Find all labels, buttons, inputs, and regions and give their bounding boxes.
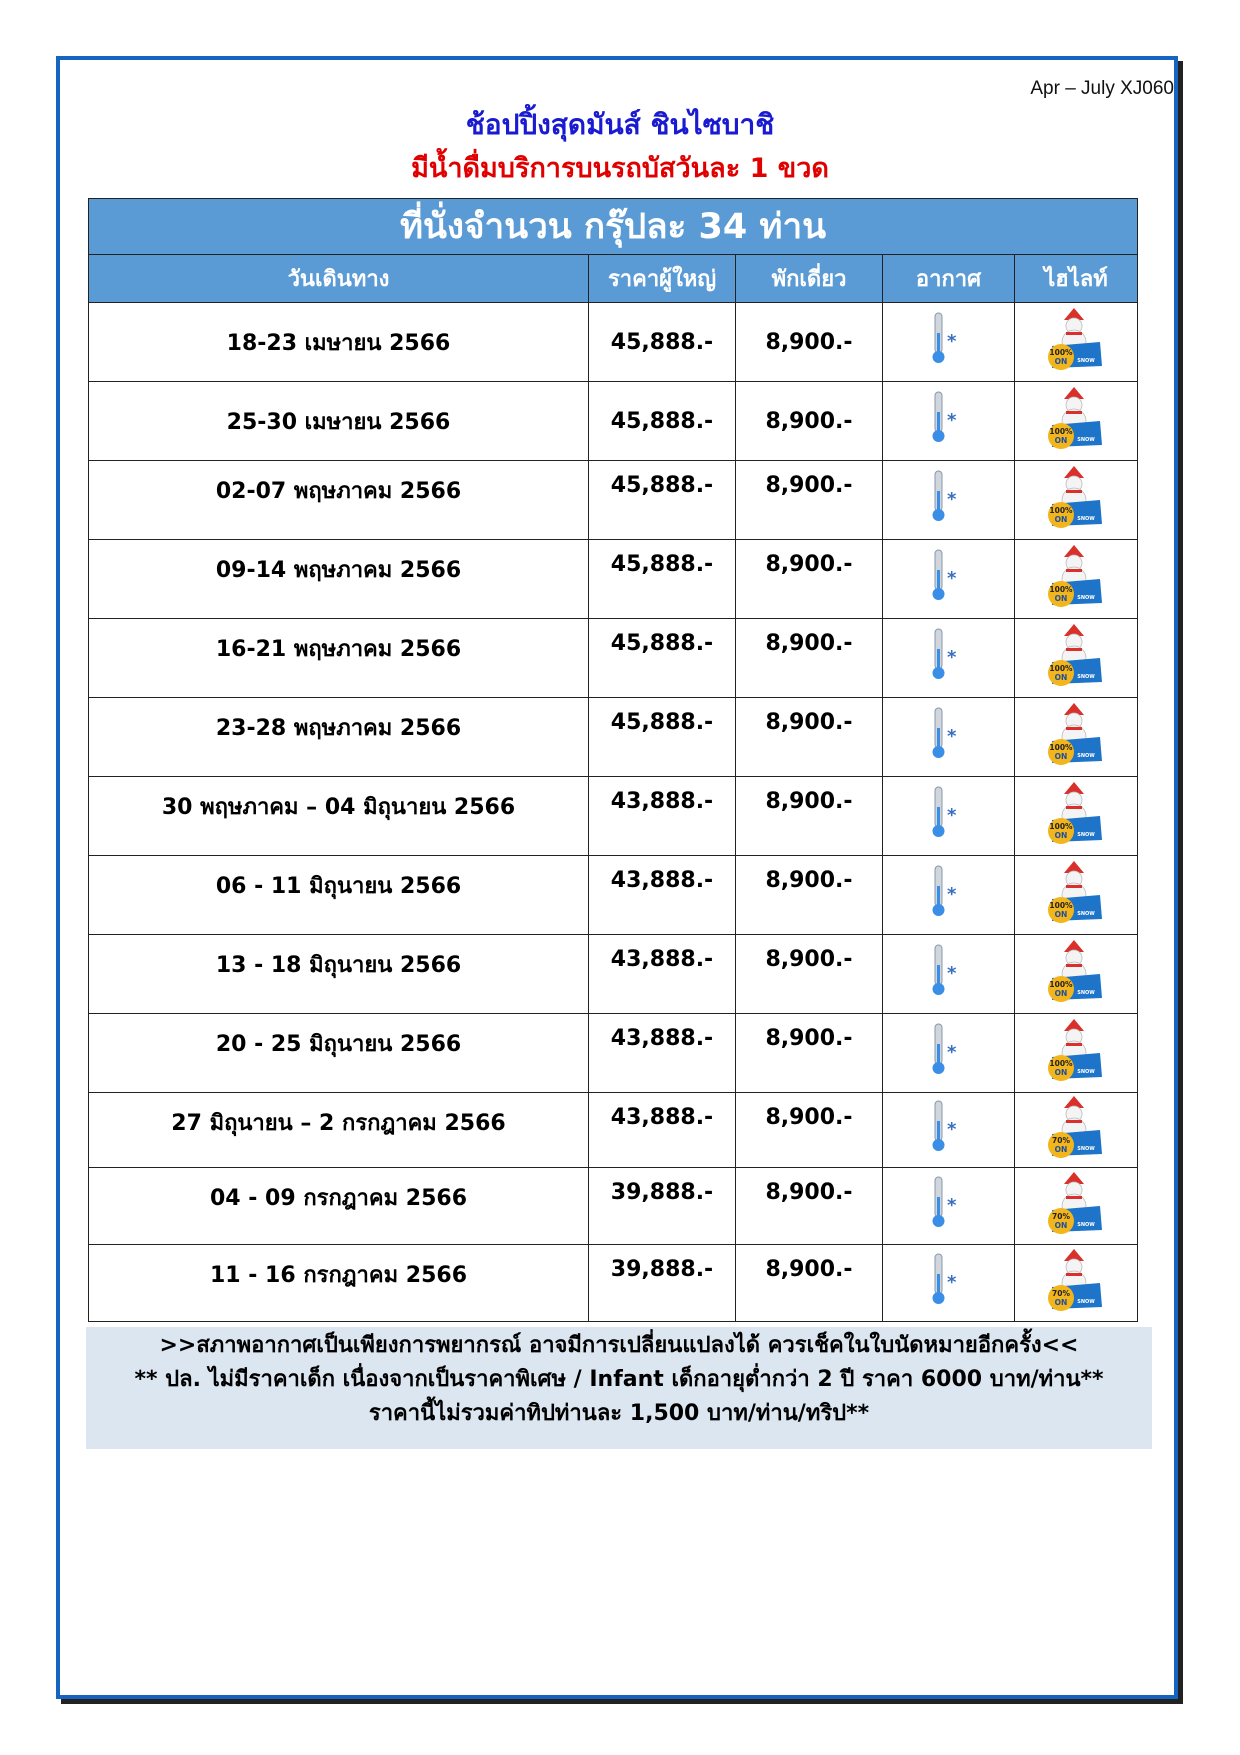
snowman-badge-icon xyxy=(1044,1247,1108,1313)
adult-price xyxy=(589,777,736,856)
svg-text:100%: 100% xyxy=(1049,980,1073,989)
travel-date xyxy=(89,935,589,1014)
weather-cell xyxy=(883,303,1015,382)
snowman-badge-icon xyxy=(1044,543,1108,609)
snowman-badge-icon xyxy=(1044,622,1108,688)
snowman-badge-icon xyxy=(1044,464,1108,530)
svg-text:ON: ON xyxy=(1054,357,1068,366)
adult-price xyxy=(589,1093,736,1168)
adult-price xyxy=(589,1168,736,1245)
travel-date xyxy=(89,461,589,540)
svg-text:100%: 100% xyxy=(1049,743,1073,752)
svg-text:70%: 70% xyxy=(1052,1136,1070,1145)
single-room-price xyxy=(736,1168,883,1245)
table-row xyxy=(89,1168,1138,1245)
adult-price xyxy=(589,461,736,540)
thermometer-snow-icon xyxy=(929,1022,969,1078)
thermometer-snow-icon xyxy=(929,1099,969,1155)
single-room-price-text: 8,900.- xyxy=(765,552,853,577)
weather-cell xyxy=(883,1245,1015,1322)
thermometer-snow-icon xyxy=(929,627,969,683)
adult-price xyxy=(589,540,736,619)
single-room-price-text: 8,900.- xyxy=(765,1105,853,1130)
table-row xyxy=(89,1245,1138,1322)
adult-price-text: 43,888.- xyxy=(610,868,714,893)
tour-code: Apr – July XJ060 xyxy=(1030,78,1174,99)
svg-text:*: * xyxy=(946,331,956,352)
highlight-cell xyxy=(1015,1014,1138,1093)
adult-price-text: 45,888.- xyxy=(610,408,714,434)
svg-text:100%: 100% xyxy=(1049,901,1073,910)
svg-text:SNOW: SNOW xyxy=(1077,437,1095,443)
travel-date-text: 11 - 16 กรกฎาคม 2566 xyxy=(209,1263,468,1288)
adult-price-text: 39,888.- xyxy=(610,1180,714,1205)
travel-date xyxy=(89,1245,589,1322)
adult-price xyxy=(589,935,736,1014)
travel-date-text: 25-30 เมษายน 2566 xyxy=(226,409,451,435)
single-room-price-text: 8,900.- xyxy=(765,631,853,656)
adult-price xyxy=(589,382,736,461)
svg-text:*: * xyxy=(946,805,956,826)
highlight-cell xyxy=(1015,1245,1138,1322)
svg-text:*: * xyxy=(946,1272,956,1293)
highlight-cell xyxy=(1015,935,1138,1014)
svg-text:100%: 100% xyxy=(1049,506,1073,515)
thermometer-snow-icon xyxy=(929,548,969,604)
snowman-badge-icon xyxy=(1044,1017,1108,1083)
svg-text:*: * xyxy=(946,963,956,984)
svg-text:*: * xyxy=(946,726,956,747)
travel-date xyxy=(89,1168,589,1245)
adult-price-text: 43,888.- xyxy=(610,789,714,814)
snowman-badge-icon xyxy=(1044,780,1108,846)
svg-text:ON: ON xyxy=(1054,910,1068,919)
svg-text:ON: ON xyxy=(1054,673,1068,682)
page-subtitle: มีน้ำดื่มบริการบนรถบัสวันละ 1 ขวด xyxy=(411,153,829,184)
svg-text:ON: ON xyxy=(1054,1298,1068,1307)
adult-price xyxy=(589,1014,736,1093)
travel-date-text: 27 มิถุนายน – 2 กรกฎาคม 2566 xyxy=(171,1111,506,1136)
svg-text:100%: 100% xyxy=(1049,427,1073,436)
weather-cell xyxy=(883,1093,1015,1168)
snowman-badge-icon xyxy=(1044,385,1108,451)
travel-date xyxy=(89,777,589,856)
single-room-price xyxy=(736,303,883,382)
travel-date-text: 20 - 25 มิถุนายน 2566 xyxy=(215,1032,462,1057)
adult-price-text: 45,888.- xyxy=(610,631,714,656)
svg-text:ON: ON xyxy=(1054,831,1068,840)
weather-cell xyxy=(883,382,1015,461)
thermometer-snow-icon xyxy=(929,390,969,446)
column-header-date: วันเดินทาง xyxy=(89,255,589,303)
svg-text:SNOW: SNOW xyxy=(1077,595,1095,601)
weather-cell xyxy=(883,777,1015,856)
notes-box xyxy=(86,1327,1152,1449)
svg-text:SNOW: SNOW xyxy=(1077,1069,1095,1075)
travel-date-text: 16-21 พฤษภาคม 2566 xyxy=(215,637,462,662)
single-room-price-text: 8,900.- xyxy=(765,473,853,498)
column-header-weather: อากาศ xyxy=(883,255,1015,303)
travel-date-text: 23-28 พฤษภาคม 2566 xyxy=(215,716,462,741)
highlight-cell xyxy=(1015,698,1138,777)
svg-text:ON: ON xyxy=(1054,436,1068,445)
svg-text:SNOW: SNOW xyxy=(1077,1299,1095,1305)
highlight-cell xyxy=(1015,540,1138,619)
svg-text:ON: ON xyxy=(1054,752,1068,761)
page-title: ช้อปปิ้งสุดมันส์ ชินไซบาชิ xyxy=(465,108,775,141)
single-room-price xyxy=(736,1093,883,1168)
single-room-price-text: 8,900.- xyxy=(765,408,853,434)
svg-text:100%: 100% xyxy=(1049,822,1073,831)
adult-price xyxy=(589,698,736,777)
svg-text:ON: ON xyxy=(1054,515,1068,524)
adult-price-text: 45,888.- xyxy=(610,329,714,355)
svg-text:100%: 100% xyxy=(1049,664,1073,673)
svg-text:SNOW: SNOW xyxy=(1077,1222,1095,1228)
adult-price-text: 43,888.- xyxy=(610,1026,714,1051)
single-room-price-text: 8,900.- xyxy=(765,789,853,814)
single-room-price xyxy=(736,619,883,698)
svg-text:ON: ON xyxy=(1054,989,1068,998)
snowman-badge-icon xyxy=(1044,938,1108,1004)
travel-date xyxy=(89,1093,589,1168)
travel-date xyxy=(89,303,589,382)
snowman-badge-icon xyxy=(1044,1170,1108,1236)
single-room-price xyxy=(736,698,883,777)
highlight-cell xyxy=(1015,382,1138,461)
svg-text:ON: ON xyxy=(1054,1068,1068,1077)
weather-cell xyxy=(883,935,1015,1014)
thermometer-snow-icon xyxy=(929,311,969,367)
svg-text:70%: 70% xyxy=(1052,1212,1070,1221)
table-row xyxy=(89,303,1138,382)
thermometer-snow-icon xyxy=(929,785,969,841)
weather-cell xyxy=(883,1014,1015,1093)
highlight-cell xyxy=(1015,777,1138,856)
svg-text:SNOW: SNOW xyxy=(1077,753,1095,759)
adult-price xyxy=(589,619,736,698)
highlight-cell xyxy=(1015,461,1138,540)
single-room-price xyxy=(736,856,883,935)
travel-date xyxy=(89,1014,589,1093)
svg-text:*: * xyxy=(946,410,956,431)
travel-date-text: 04 - 09 กรกฎาคม 2566 xyxy=(209,1186,468,1211)
weather-cell xyxy=(883,461,1015,540)
single-room-price xyxy=(736,461,883,540)
table-row xyxy=(89,1093,1138,1168)
table-row xyxy=(89,698,1138,777)
snowman-badge-icon xyxy=(1044,859,1108,925)
svg-text:100%: 100% xyxy=(1049,348,1073,357)
weather-cell xyxy=(883,619,1015,698)
snowman-badge-icon xyxy=(1044,1094,1108,1160)
svg-text:SNOW: SNOW xyxy=(1077,832,1095,838)
travel-date xyxy=(89,856,589,935)
svg-text:SNOW: SNOW xyxy=(1077,911,1095,917)
single-room-price xyxy=(736,777,883,856)
highlight-cell xyxy=(1015,1093,1138,1168)
svg-text:SNOW: SNOW xyxy=(1077,1146,1095,1152)
snowman-badge-icon xyxy=(1044,306,1108,372)
highlight-cell xyxy=(1015,856,1138,935)
single-room-price xyxy=(736,1014,883,1093)
adult-price xyxy=(589,856,736,935)
thermometer-snow-icon xyxy=(929,706,969,762)
svg-text:70%: 70% xyxy=(1052,1289,1070,1298)
travel-date xyxy=(89,382,589,461)
svg-text:*: * xyxy=(946,1042,956,1063)
single-room-price xyxy=(736,382,883,461)
travel-date xyxy=(89,698,589,777)
thermometer-snow-icon xyxy=(929,469,969,525)
svg-text:ON: ON xyxy=(1054,594,1068,603)
table-row xyxy=(89,382,1138,461)
single-room-price-text: 8,900.- xyxy=(765,947,853,972)
travel-date-text: 13 - 18 มิถุนายน 2566 xyxy=(215,953,462,978)
note-weather: >>สภาพอากาศเป็นเพียงการพยากรณ์ อาจมีการเปลี่ยนแปลงได้ ควรเช็คในใบนัดหมายอีกครั้ง<< xyxy=(159,1333,1079,1358)
weather-cell xyxy=(883,698,1015,777)
travel-date-text: 09-14 พฤษภาคม 2566 xyxy=(215,558,462,583)
single-room-price-text: 8,900.- xyxy=(765,329,853,355)
travel-date-text: 30 พฤษภาคม – 04 มิถุนายน 2566 xyxy=(161,795,516,820)
adult-price xyxy=(589,1245,736,1322)
thermometer-snow-icon xyxy=(929,864,969,920)
seats-title: ที่นั่งจำนวน กรุ๊ปละ 34 ท่าน xyxy=(89,199,1138,255)
svg-text:SNOW: SNOW xyxy=(1077,358,1095,364)
single-room-price xyxy=(736,1245,883,1322)
thermometer-snow-icon xyxy=(929,1175,969,1231)
price-table xyxy=(88,198,1138,1322)
highlight-cell xyxy=(1015,1168,1138,1245)
svg-text:*: * xyxy=(946,568,956,589)
weather-cell xyxy=(883,540,1015,619)
single-room-price-text: 8,900.- xyxy=(765,710,853,735)
highlight-cell xyxy=(1015,619,1138,698)
thermometer-snow-icon xyxy=(929,943,969,999)
svg-text:ON: ON xyxy=(1054,1145,1068,1154)
single-room-price-text: 8,900.- xyxy=(765,1180,853,1205)
adult-price-text: 43,888.- xyxy=(610,947,714,972)
weather-cell xyxy=(883,1168,1015,1245)
adult-price-text: 45,888.- xyxy=(610,552,714,577)
column-header-single-room: พักเดี่ยว xyxy=(736,255,883,303)
single-room-price xyxy=(736,540,883,619)
weather-cell xyxy=(883,856,1015,935)
single-room-price-text: 8,900.- xyxy=(765,868,853,893)
travel-date-text: 06 - 11 มิถุนายน 2566 xyxy=(215,874,462,899)
svg-text:SNOW: SNOW xyxy=(1077,516,1095,522)
table-row xyxy=(89,619,1138,698)
svg-text:*: * xyxy=(946,647,956,668)
table-row xyxy=(89,856,1138,935)
table-row xyxy=(89,461,1138,540)
note-tip: ราคานี้ไม่รวมค่าทิปท่านละ 1,500 บาท/ท่าน/ทริป** xyxy=(368,1401,870,1426)
table-row xyxy=(89,1014,1138,1093)
svg-text:*: * xyxy=(946,1119,956,1140)
table-row xyxy=(89,777,1138,856)
svg-text:100%: 100% xyxy=(1049,585,1073,594)
snowman-badge-icon xyxy=(1044,701,1108,767)
table-row xyxy=(89,540,1138,619)
travel-date-text: 18-23 เมษายน 2566 xyxy=(226,330,451,356)
adult-price xyxy=(589,303,736,382)
table-row xyxy=(89,935,1138,1014)
svg-text:100%: 100% xyxy=(1049,1059,1073,1068)
adult-price-text: 43,888.- xyxy=(610,1105,714,1130)
svg-text:*: * xyxy=(946,884,956,905)
travel-date-text: 02-07 พฤษภาคม 2566 xyxy=(215,479,462,504)
travel-date xyxy=(89,619,589,698)
adult-price-text: 39,888.- xyxy=(610,1257,714,1282)
adult-price-text: 45,888.- xyxy=(610,710,714,735)
travel-date xyxy=(89,540,589,619)
note-child-price: ** ปล. ไม่มีราคาเด็ก เนื่องจากเป็นราคาพิเศษ / Infant เด็กอายุต่ำกว่า 2 ปี ราคา 6000 บาท/ท่าน** xyxy=(134,1367,1104,1392)
svg-text:SNOW: SNOW xyxy=(1077,990,1095,996)
column-header-highlight: ไฮไลท์ xyxy=(1015,255,1138,303)
svg-text:*: * xyxy=(946,1195,956,1216)
svg-text:SNOW: SNOW xyxy=(1077,674,1095,680)
svg-text:*: * xyxy=(946,489,956,510)
single-room-price-text: 8,900.- xyxy=(765,1257,853,1282)
column-header-adult-price: ราคาผู้ใหญ่ xyxy=(589,255,736,303)
table-body xyxy=(89,303,1138,1322)
svg-text:ON: ON xyxy=(1054,1221,1068,1230)
single-room-price-text: 8,900.- xyxy=(765,1026,853,1051)
highlight-cell xyxy=(1015,303,1138,382)
single-room-price xyxy=(736,935,883,1014)
adult-price-text: 45,888.- xyxy=(610,473,714,498)
thermometer-snow-icon xyxy=(929,1252,969,1308)
